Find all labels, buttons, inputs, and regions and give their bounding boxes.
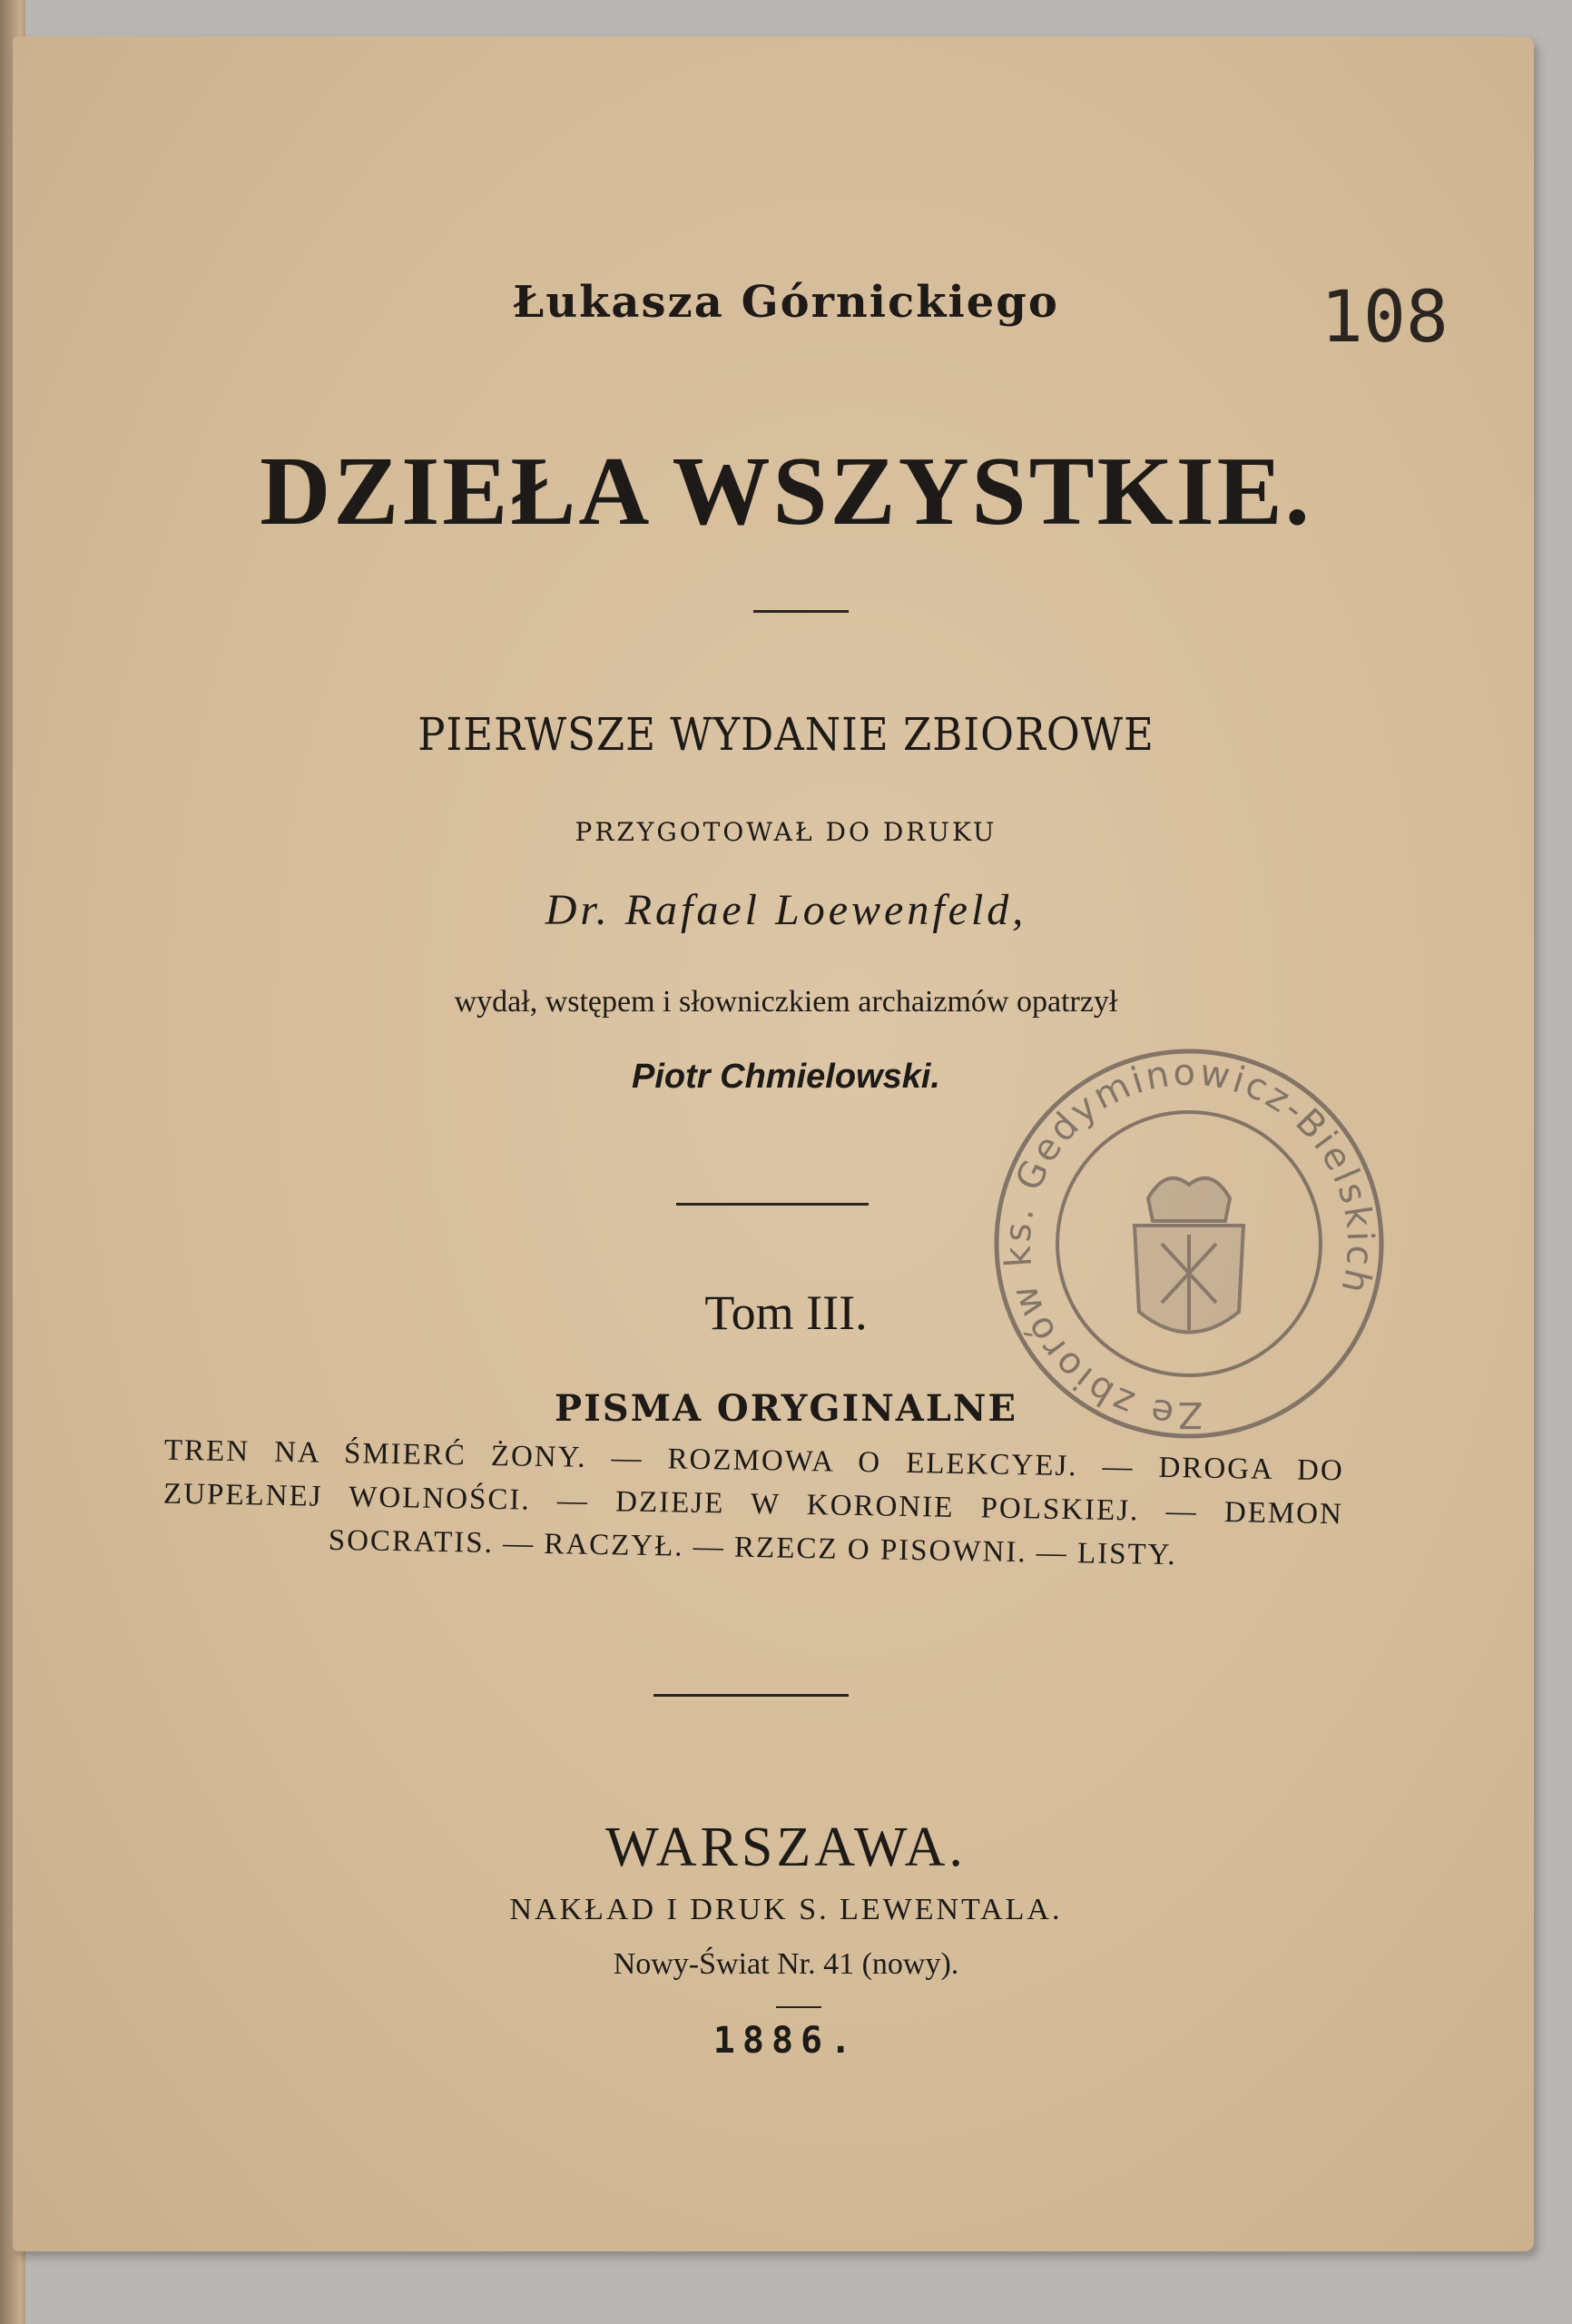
divider-rule-2: [676, 1203, 869, 1206]
divider-rule-3: [653, 1694, 849, 1697]
publication-city: WARSZAWA.: [605, 1817, 967, 1878]
library-stamp: [985, 1039, 1393, 1448]
divider-rule-4: [776, 2006, 821, 2008]
printer-line: NAKŁAD I DRUK S. LEWENTALA.: [509, 1893, 1063, 1926]
prepared-by-label: PRZYGOTOWAŁ DO DRUKU: [575, 817, 997, 847]
publication-year: 1886.: [712, 2020, 860, 2062]
divider-rule-1: [753, 610, 849, 613]
edition-subtitle: PIERWSZE WYDANIE ZBIOROWE: [418, 708, 1154, 761]
publisher-person: Piotr Chmielowski.: [632, 1058, 940, 1096]
book-title: DZIEŁA WSZYSTKIE.: [260, 438, 1312, 546]
catalog-number: 108: [1321, 277, 1449, 359]
contents-list: TREN NA ŚMIERĆ ŻONY. — ROZMOWA O ELEKCYEJ. — DROGA DO ZUPEŁNEJ WOLNOŚCI. — DZIEJE W KORONIE POLSKIEJ. — DEMON SOCRATIS. — RACZYŁ. — RZECZ O PISOWNI. — LISTY.: [162, 1433, 1345, 1572]
volume-label: Tom III.: [704, 1285, 868, 1340]
stamp-text: Ze zbiorów ks. Gedyminowicz-Bielskich: [997, 1051, 1381, 1436]
section-heading: PISMA ORYGINALNE: [555, 1387, 1017, 1430]
author-name: Łukasza Górnickiego: [513, 277, 1059, 328]
published-line: wydał, wstępem i słowniczkiem archaizmów opatrzył: [454, 985, 1118, 1019]
printer-address: Nowy-Świat Nr. 41 (nowy).: [613, 1947, 959, 1981]
coat-of-arms-icon: [1135, 1178, 1243, 1333]
editor-name: Dr. Rafael Loewenfeld,: [545, 886, 1027, 934]
